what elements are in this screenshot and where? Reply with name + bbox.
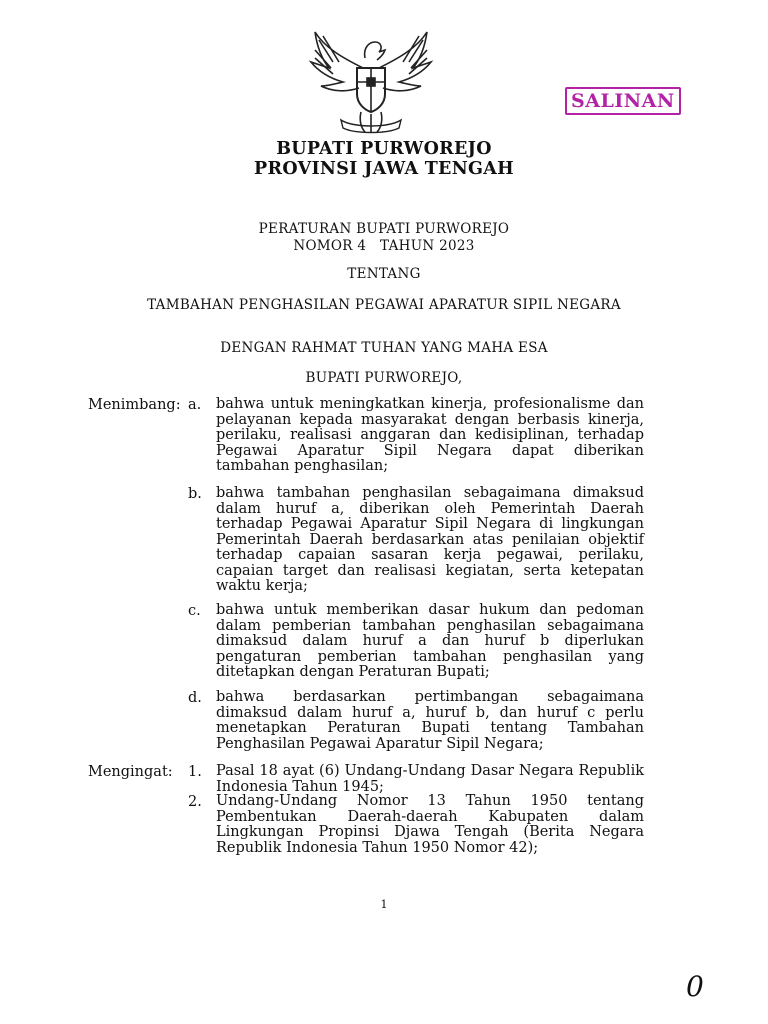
mengingat-mark-1: 1.	[188, 764, 202, 780]
tentang-heading: TENTANG	[347, 266, 421, 282]
menimbang-item-b: bahwa tambahan penghasilan sebagaimana dimaksud dalam huruf a, diberikan oleh Pemerintah Daerah terhadap Pegawai Aparatur Sipil Negara di lingkungan Pemerintah Daerah berdasarkan atas penilaian objektif terhadap capaian sasaran kerja pegawai, perilaku, capaian target dan realisasi kegiatan, serta ketepatan waktu kerja;	[216, 485, 644, 594]
menimbang-mark-c: c.	[188, 603, 201, 619]
regulation-subject: TAMBAHAN PENGHASILAN PEGAWAI APARATUR SIPIL NEGARA	[147, 297, 621, 313]
regulation-number: NOMOR 4 TAHUN 2023	[293, 238, 475, 254]
page-number: 1	[380, 898, 388, 911]
mengingat-item-2: Undang-Undang Nomor 13 Tahun 1950 tentang Pembentukan Daerah-daerah Kabupaten dalam Lingkungan Propinsi Djawa Tengah (Berita Negara Republik Indonesia Tahun 1950 Nomor 42);	[216, 793, 644, 856]
menimbang-item-c: bahwa untuk memberikan dasar hukum dan pedoman dalam pemberian tambahan penghasilan sebagaimana dimaksud dalam huruf a dan huruf b diperlukan pengaturan pemberian tambahan penghasilan yang ditetapkan dengan Peraturan Bupati;	[216, 602, 644, 680]
mengingat-mark-2: 2.	[188, 794, 202, 810]
garuda-emblem-icon	[303, 28, 439, 140]
bupati-line: BUPATI PURWOREJO,	[305, 370, 463, 386]
mengingat-item-1: Pasal 18 ayat (6) Undang-Undang Dasar Negara Republik Indonesia Tahun 1945;	[216, 763, 644, 795]
rahmat-line: DENGAN RAHMAT TUHAN YANG MAHA ESA	[220, 340, 548, 356]
mengingat-label: Mengingat:	[88, 764, 173, 780]
menimbang-item-d: bahwa berdasarkan pertimbangan sebagaimana dimaksud dalam huruf a, huruf b, dan huruf c perlu menetapkan Peraturan Bupati tentang Tambahan Penghasilan Pegawai Aparatur Sipil Negara;	[216, 689, 644, 752]
menimbang-mark-b: b.	[188, 486, 202, 502]
title-provinsi: PROVINSI JAWA TENGAH	[254, 159, 514, 179]
menimbang-label: Menimbang:	[88, 397, 181, 413]
handwritten-mark: 0	[686, 970, 704, 1003]
regulation-title: PERATURAN BUPATI PURWOREJO	[258, 221, 510, 237]
salinan-stamp: SALINAN	[565, 87, 681, 115]
menimbang-mark-d: d.	[188, 690, 202, 706]
menimbang-item-a: bahwa untuk meningkatkan kinerja, profesionalisme dan pelayanan kepada masyarakat dengan berbasis kinerja, perilaku, realisasi anggaran dan kedisiplinan, terhadap Pegawai Aparatur Sipil Negara dapat diberikan tambahan penghasilan;	[216, 396, 644, 474]
title-bupati: BUPATI PURWOREJO	[276, 139, 492, 159]
menimbang-mark-a: a.	[188, 397, 202, 413]
